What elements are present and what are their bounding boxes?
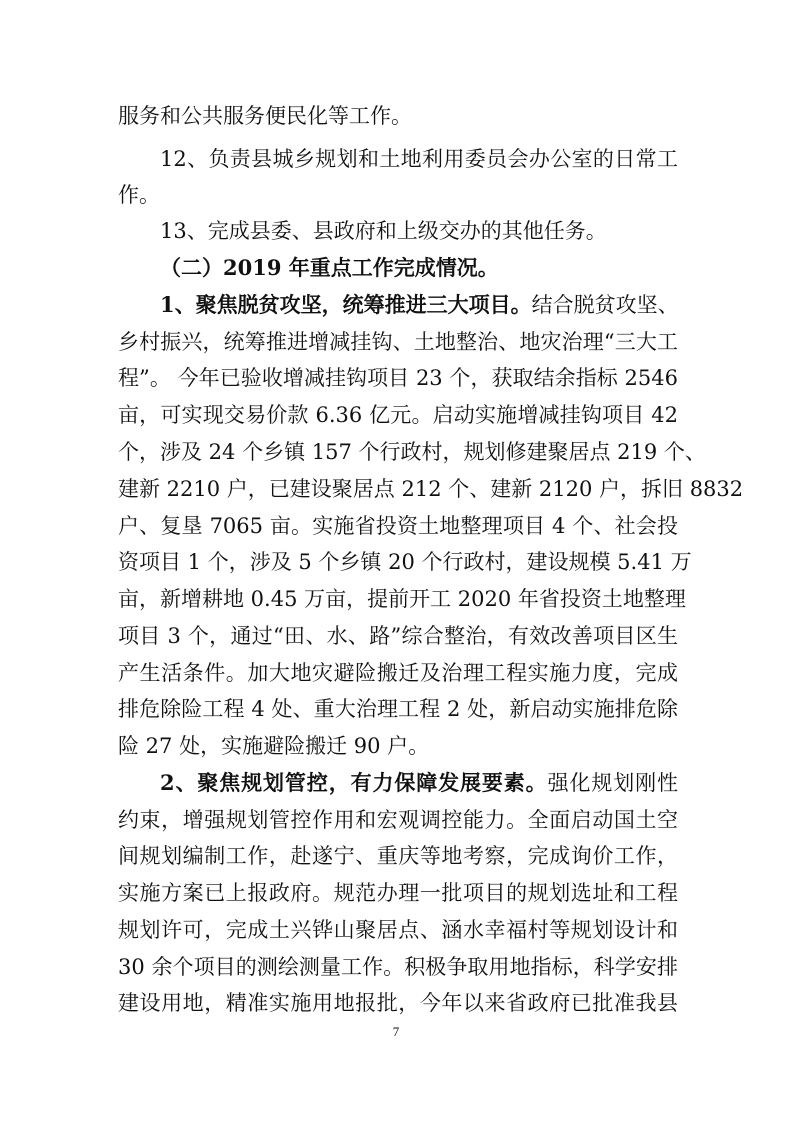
section-heading: （二）2019 年重点工作完成情况。 [160, 255, 499, 280]
text-line: 程”。 今年已验收增减挂钩项目 23 个，获取结余指标 2546 [118, 366, 678, 390]
text-line: 13、完成县委、县政府和上级交办的其他任务。 [160, 219, 607, 243]
text-line: 亩，新增耕地 0.45 万亩，提前开工 2020 年省投资土地整理 [118, 587, 686, 611]
text-line: 服务和公共服务便民化等工作。 [118, 104, 412, 128]
text-line: 2、聚焦规划管控，有力保障发展要素。强化规划刚性 [160, 770, 678, 795]
text-line: 险 27 处，实施避险搬迁 90 户。 [118, 734, 430, 758]
text-line: 户、复垦 7065 亩。实施省投资土地整理项目 4 个、社会投 [118, 514, 678, 538]
text-line: 乡村振兴，统筹推进增减挂钩、土地整治、地灾治理“三大工 [118, 330, 678, 354]
text-line: 30 余个项目的测绘测量工作。积极争取用地指标，科学安排 [118, 955, 678, 979]
text-line: 作。 [118, 183, 160, 207]
text-line: 规划许可，完成土兴铧山聚居点、涵水幸福村等规划设计和 [118, 918, 678, 942]
paragraph-heading: 1、聚焦脱贫攻坚，统筹推进三大项目。 [160, 292, 532, 317]
page-number: 7 [392, 1024, 400, 1039]
text-line: 亩，可实现交易价款 6.36 亿元。启动实施增减挂钩项目 42 [118, 403, 678, 427]
text-line: 约束，增强规划管控作用和宏观调控能力。全面启动国土空 [118, 808, 678, 832]
text-line: 1、聚焦脱贫攻坚，统筹推进三大项目。结合脱贫攻坚、 [160, 292, 679, 317]
text-line: 产生活条件。加大地灾避险搬迁及治理工程实施力度，完成 [118, 661, 678, 685]
text-line: 项目 3 个，通过“田、水、路”综合整治，有效改善项目区生 [118, 624, 678, 648]
text-line: 实施方案已上报政府。规范办理一批项目的规划选址和工程 [118, 881, 678, 905]
text-line: 间规划编制工作，赴遂宁、重庆等地考察，完成询价工作， [118, 844, 678, 868]
text-line: 资项目 1 个，涉及 5 个乡镇 20 个行政村，建设规模 5.41 万 [118, 550, 692, 574]
text-line: 12、负责县城乡规划和土地利用委员会办公室的日常工 [160, 147, 678, 171]
text-line: 排危除险工程 4 处、重大治理工程 2 处，新启动实施排危除 [118, 697, 678, 721]
paragraph-heading: 2、聚焦规划管控，有力保障发展要素。 [160, 770, 548, 795]
text-line: 个，涉及 24 个乡镇 157 个行政村，规划修建聚居点 219 个、 [118, 440, 706, 464]
text-line: 建新 2210 户，已建设聚居点 212 个、建新 2120 户，拆旧 8832 [118, 477, 744, 501]
text-line: 建设用地，精准实施用地报批，今年以来省政府已批准我县 [118, 991, 678, 1015]
